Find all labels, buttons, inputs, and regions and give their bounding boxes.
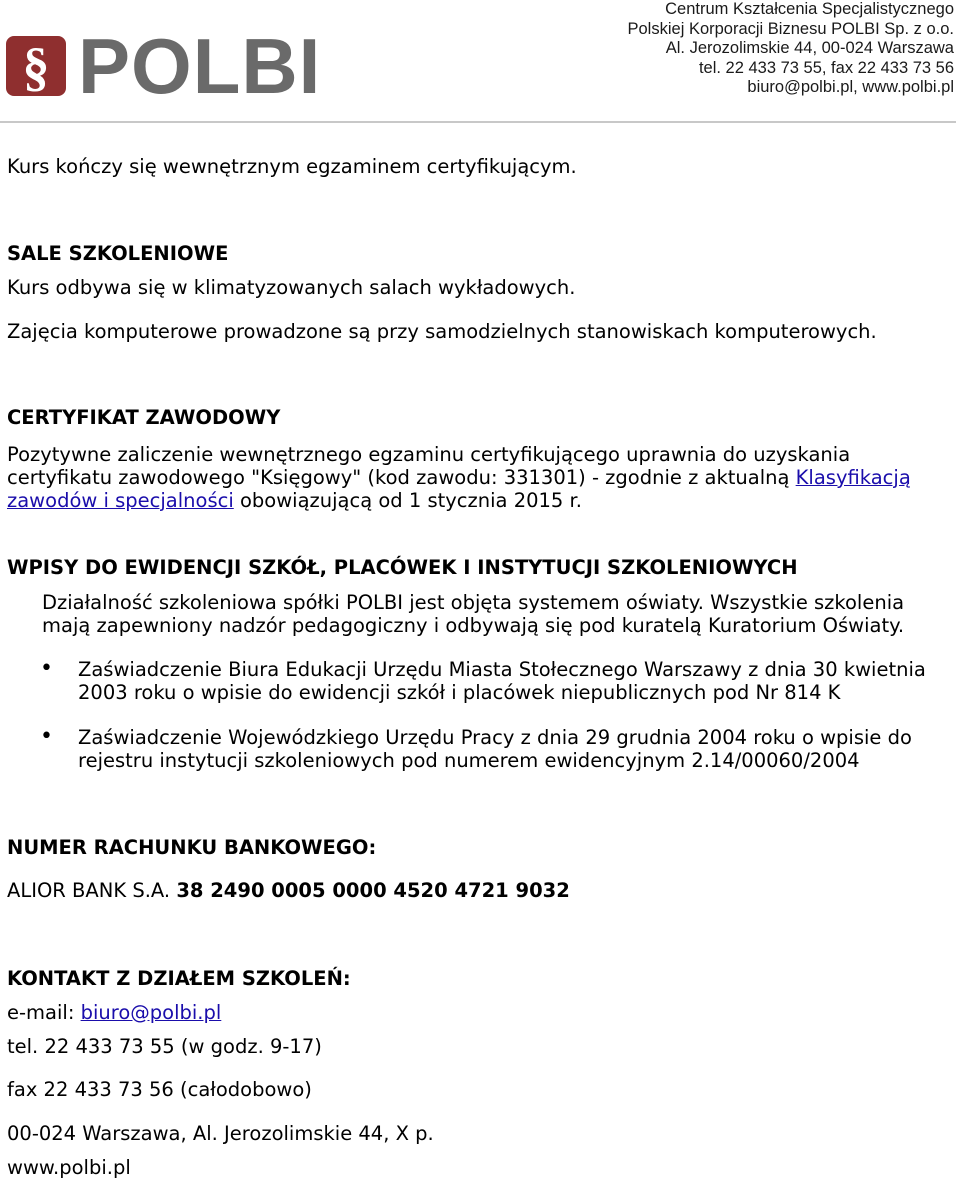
intro-text: Kurs kończy się wewnętrznym egzaminem certyfikującym.: [7, 155, 577, 178]
bank-name: ALIOR BANK S.A.: [7, 879, 177, 902]
certyfikat-line: Pozytywne zaliczenie wewnętrznego egzaminu certyfikującego uprawnia do uzyskania: [7, 443, 851, 466]
certyfikat-line: [7, 466, 911, 490]
list-item-line: Zaświadczenie Wojewódzkiego Urzędu Pracy z dnia 29 grudnia 2004 roku o wpisie do: [78, 726, 912, 749]
wpisy-paragraph-line: mają zapewniony nadzór pedagogiczny i odbywają się pod kuratelą Kuratorium Oświaty.: [42, 614, 905, 637]
svg-text:§: §: [22, 37, 50, 96]
sale-heading: SALE SZKOLENIOWE: [7, 242, 229, 265]
kontakt-email-line: [7, 1001, 221, 1025]
company-line: biuro@polbi.pl, www.polbi.pl: [747, 78, 954, 96]
header-divider: [0, 121, 956, 123]
company-line: tel. 22 433 73 55, fax 22 433 73 56: [698, 58, 954, 77]
wpisy-heading: WPISY DO EWIDENCJI SZKÓŁ, PLACÓWEK I INSTYTUCJI SZKOLENIOWYCH: [7, 556, 798, 579]
kontakt-heading: KONTAKT Z DZIAŁEM SZKOLEŃ:: [7, 967, 351, 990]
company-line: Centrum Kształcenia Specjalistycznego: [665, 0, 954, 18]
kontakt-tel: tel. 22 433 73 55 (w godz. 9-17): [7, 1035, 322, 1058]
page-header: [0, 0, 960, 124]
bullet-icon: •: [40, 656, 53, 681]
list-item-line: 2003 roku o wpisie do ewidencji szkół i placówek niepublicznych pod Nr 814 K: [78, 681, 841, 704]
email-link[interactable]: biuro@polbi.pl: [80, 1001, 222, 1024]
list-item-line: rejestru instytucji szkoleniowych pod numerem ewidencyjnym 2.14/00060/2004: [78, 749, 860, 772]
klasyfikacja-link-continued[interactable]: zawodów i specjalności: [7, 489, 234, 512]
kontakt-fax: fax 22 433 73 56 (całodobowo): [7, 1078, 312, 1101]
klasyfikacja-link[interactable]: Klasyfikacją: [795, 466, 911, 489]
certyfikat-line: [7, 489, 582, 513]
kontakt-address: 00-024 Warszawa, Al. Jerozolimskie 44, X p.: [7, 1122, 434, 1145]
kontakt-www: www.polbi.pl: [7, 1156, 131, 1179]
sale-line: Kurs odbywa się w klimatyzowanych salach wykładowych.: [7, 276, 576, 299]
bullet-icon: •: [40, 724, 53, 749]
wpisy-paragraph-line: Działalność szkoleniowa spółki POLBI jest objęta systemem oświaty. Wszystkie szkolenia: [42, 591, 905, 614]
company-line: Al. Jerozolimskie 44, 00-024 Warszawa: [665, 39, 954, 57]
company-line: Polskiej Korporacji Biznesu POLBI Sp. z o.o.: [627, 19, 954, 38]
certyfikat-text: certyfikatu zawodowego "Księgowy" (kod zawodu: 331301) - zgodnie z aktualną: [7, 466, 796, 489]
company-info: [628, 0, 955, 98]
email-label: e-mail:: [7, 1001, 81, 1024]
bank-account-line: [7, 879, 570, 903]
sale-line: Zajęcia komputerowe prowadzone są przy samodzielnych stanowiskach komputerowych.: [7, 320, 877, 343]
list-item-line: Zaświadczenie Biura Edukacji Urzędu Miasta Stołecznego Warszawy z dnia 30 kwietnia: [78, 658, 926, 681]
polbi-logo-mark-icon: [6, 36, 66, 96]
bank-heading: NUMER RACHUNKU BANKOWEGO:: [7, 836, 377, 859]
bank-account-number: 38 2490 0005 0000 4520 4721 9032: [176, 879, 570, 902]
certyfikat-text: obowiązującą od 1 stycznia 2015 r.: [233, 489, 582, 512]
certyfikat-heading: CERTYFIKAT ZAWODOWY: [7, 406, 281, 429]
polbi-logo-text: POLBI: [78, 22, 322, 110]
